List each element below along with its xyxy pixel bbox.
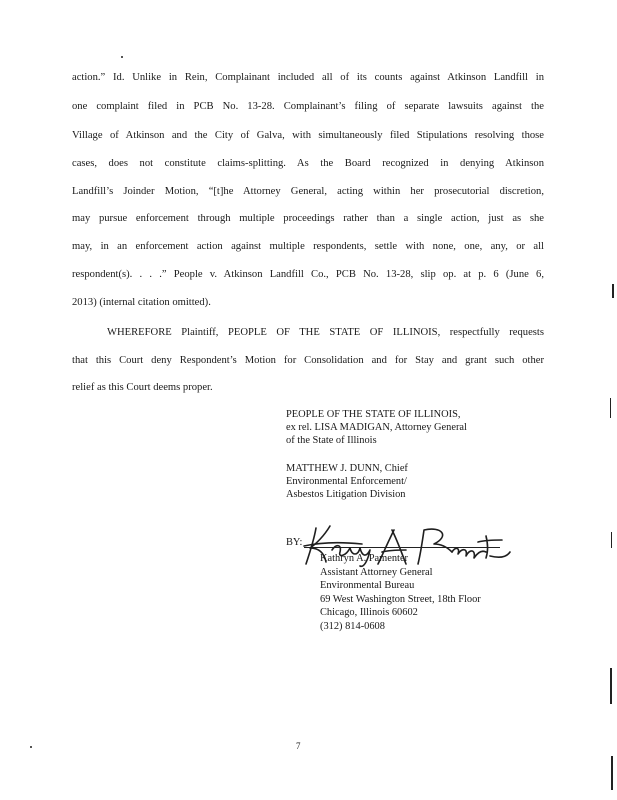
scan-edge-mark xyxy=(611,532,612,548)
wherefore-line: WHEREFORE Plaintiff, PEOPLE OF THE STATE OF ILLINOIS, respectfully requests xyxy=(107,327,544,338)
by-label: BY: xyxy=(286,537,303,548)
body-line: cases, does not constitute claims-splitting. As the Board recognized in denying Atkinson xyxy=(72,158,544,169)
wherefore-line: relief as this Court deems proper. xyxy=(72,382,213,393)
signer-phone: (312) 814-0608 xyxy=(320,621,385,632)
division-chief: MATTHEW J. DUNN, Chief xyxy=(286,463,408,474)
body-line: Landfill’s Joinder Motion, “[t]he Attorney General, acting within her prosecutorial discretion, xyxy=(72,186,544,197)
body-line: 2013) (internal citation omitted). xyxy=(72,297,211,308)
signer-street: 69 West Washington Street, 18th Floor xyxy=(320,594,481,605)
scan-edge-mark xyxy=(612,284,614,298)
scan-speck xyxy=(121,56,123,58)
party-state: of the State of Illinois xyxy=(286,435,377,446)
scan-speck xyxy=(30,746,32,748)
division-name: Environmental Enforcement/ xyxy=(286,476,407,487)
signer-city: Chicago, Illinois 60602 xyxy=(320,607,418,618)
party-name: PEOPLE OF THE STATE OF ILLINOIS, xyxy=(286,409,461,420)
wherefore-line: that this Court deny Respondent’s Motion for Consolidation and for Stay and grant such other xyxy=(72,355,544,366)
body-line: may pursue enforcement through multiple proceedings rather than a single action, just as she xyxy=(72,213,544,224)
division-subname: Asbestos Litigation Division xyxy=(286,489,406,500)
page-number: 7 xyxy=(296,741,301,751)
body-line: respondent(s). . . .” People v. Atkinson Landfill Co., PCB No. 13-28, slip op. at p. 6 (June 6, xyxy=(72,269,544,280)
scan-edge-mark xyxy=(611,756,613,790)
scan-edge-mark xyxy=(610,398,611,418)
body-line: action.” Id. Unlike in Rein, Complainant included all of its counts against Atkinson Landfill in xyxy=(72,72,544,83)
body-line: may, in an enforcement action against multiple respondents, settle with none, one, any, or all xyxy=(72,241,544,252)
body-line: one complaint filed in PCB No. 13-28. Complainant’s filing of separate lawsuits against the xyxy=(72,101,544,112)
signer-bureau: Environmental Bureau xyxy=(320,580,415,591)
signer-name: Kathryn A. Pamenter xyxy=(320,553,409,564)
signer-title: Assistant Attorney General xyxy=(320,567,433,578)
body-line: Village of Atkinson and the City of Galva, with simultaneously filed Stipulations resolving those xyxy=(72,130,544,141)
party-ex-rel: ex rel. LISA MADIGAN, Attorney General xyxy=(286,422,467,433)
scan-edge-mark xyxy=(610,668,612,704)
